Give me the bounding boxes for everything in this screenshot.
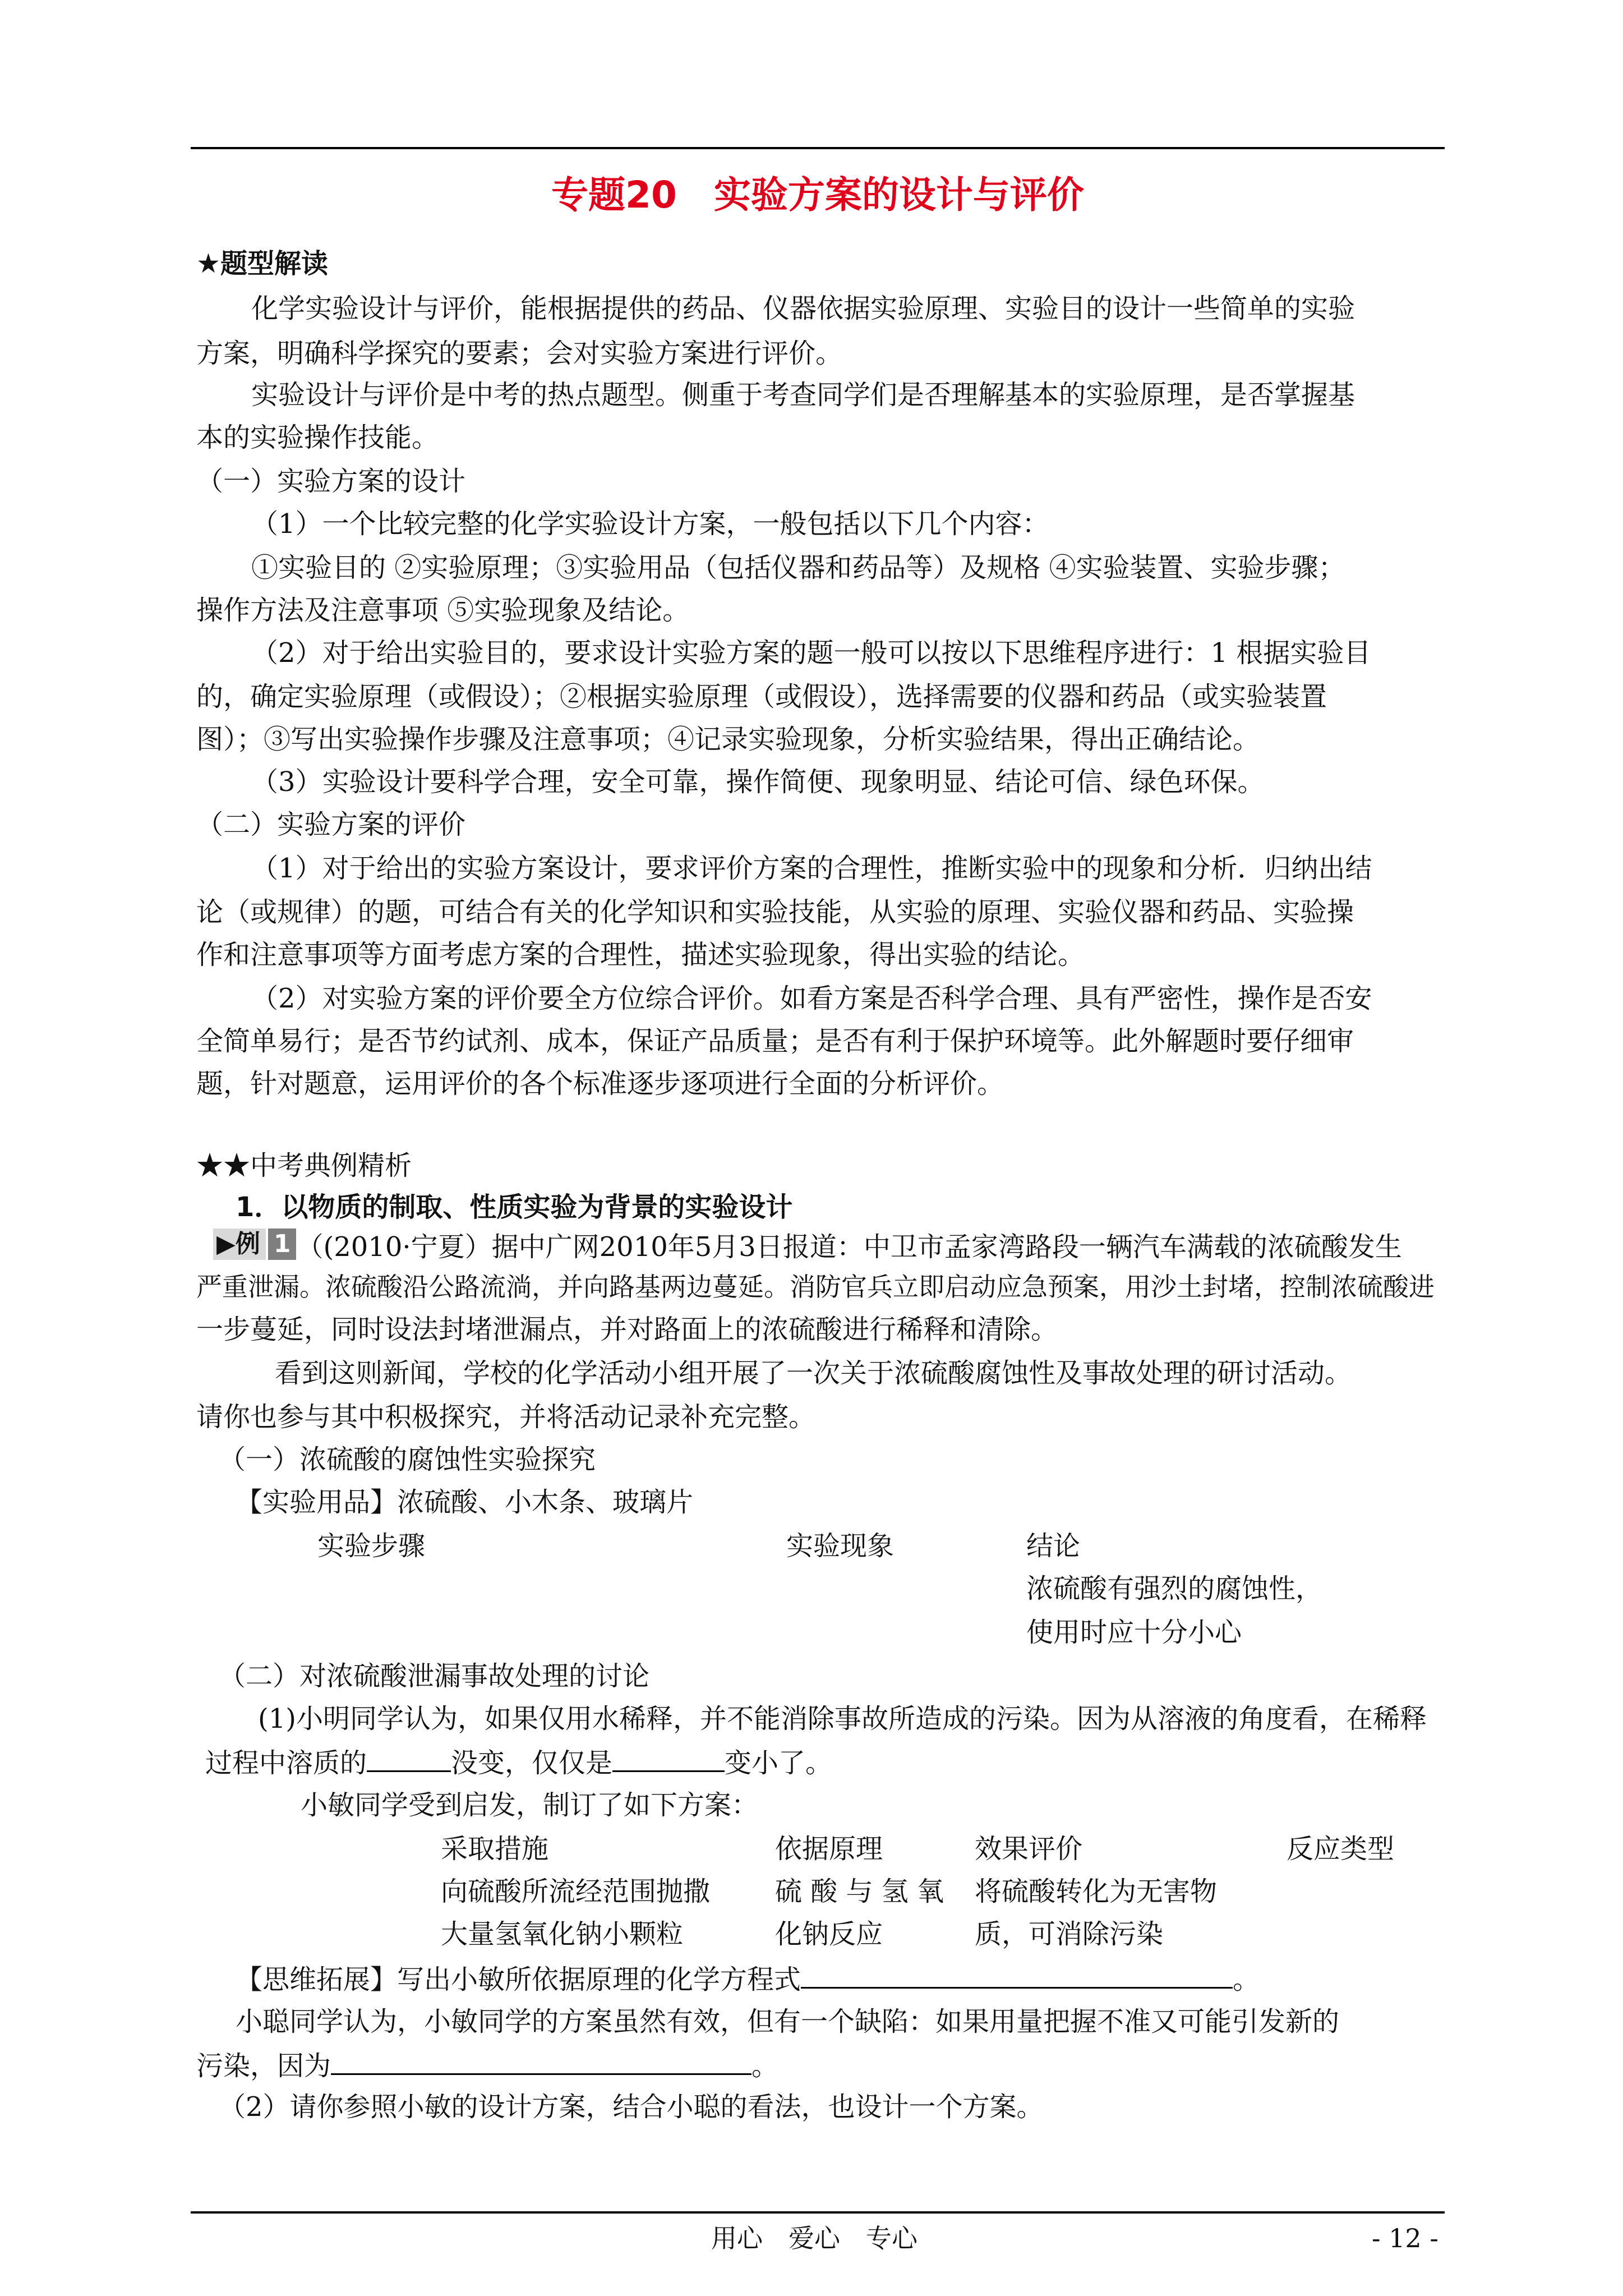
paragraph-line: 一步蔓延，同时设法封堵泄漏点，并对路面上的浓硫酸进行稀释和清除。	[196, 1314, 1058, 1345]
example-tag	[213, 1228, 296, 1260]
page-title: 专题20 实验方案的设计与评价	[551, 173, 1084, 217]
question-heading: （一）浓硫酸的腐蚀性实验探究	[219, 1444, 596, 1475]
paragraph-line: 题，针对题意，运用评价的各个标准逐步逐项进行全面的分析评价。	[196, 1068, 1004, 1099]
footer-motto: 用心 爱心 专心	[711, 2223, 917, 2253]
paragraph-line: （2）请你参照小敏的设计方案，结合小聪的看法，也设计一个方案。	[219, 2091, 1044, 2123]
answer-blank[interactable]	[331, 2042, 751, 2075]
text-fragment: 过程中溶质的	[205, 1747, 367, 1779]
section-heading-intro: ★题型解读	[196, 248, 329, 279]
paragraph-line: 方案，明确科学探究的要素；会对实验方案进行评价。	[196, 338, 843, 369]
table-cell: 使用时应十分小心	[1026, 1617, 1242, 1648]
table-cell: 化钠反应	[775, 1918, 883, 1950]
paragraph-line: （1）一个比较完整的化学实验设计方案，一般包括以下几个内容：	[251, 508, 1049, 540]
paragraph-line: （3）实验设计要科学合理，安全可靠，操作简便、现象明显、结论可信、绿色环保。	[251, 766, 1265, 798]
table-cell: 质，可消除污染	[975, 1918, 1164, 1950]
table-cell: 浓硫酸有强烈的腐蚀性，	[1026, 1573, 1323, 1604]
supplies-line: 【实验用品】浓硫酸、小木条、玻璃片	[236, 1487, 694, 1518]
table-cell: 大量氢氧化钠小颗粒	[441, 1918, 684, 1950]
answer-blank[interactable]	[801, 1955, 1233, 1989]
paragraph-line: 全简单易行；是否节约试剂、成本，保证产品质量；是否有利于保护环境等。此外解题时要仔细审	[196, 1025, 1354, 1057]
text-fragment: 。	[1233, 1964, 1260, 1995]
question-heading: （二）对浓硫酸泄漏事故处理的讨论	[219, 1660, 650, 1692]
paragraph-line: 的，确定实验原理（或假设）；②根据实验原理（或假设），选择需要的仪器和药品（或实验装置	[196, 681, 1327, 712]
table-header-reaction-type: 反应类型	[1287, 1833, 1395, 1865]
answer-blank[interactable]	[612, 1739, 725, 1772]
paragraph-line: 小聪同学认为，小敏同学的方案虽然有效，但有一个缺陷：如果用量把握不准又可能引发新的	[236, 2006, 1340, 2037]
text-fragment: 变小了。	[725, 1747, 833, 1779]
paragraph-line: （1）对于给出的实验方案设计，要求评价方案的合理性，推断实验中的现象和分析．归纳出结	[251, 853, 1372, 884]
footer-rule	[191, 2211, 1445, 2214]
example-tag-label: ▶例	[213, 1228, 266, 1260]
table-header-principle: 依据原理	[775, 1833, 883, 1865]
section-heading-examples: ★★中考典例精析	[196, 1150, 412, 1181]
fill-blank-line	[236, 1955, 1260, 2002]
table-cell: 将硫酸转化为无害物	[975, 1876, 1218, 1907]
table-header-conclusion: 结论	[1026, 1530, 1081, 1562]
paragraph-line: （2）对于给出实验目的，要求设计实验方案的题一般可以按以下思维程序进行：1 根据实验目	[251, 637, 1371, 669]
paragraph-line: 本的实验操作技能。	[196, 422, 439, 453]
paragraph-line: 严重泄漏。浓硫酸沿公路流淌，并向路基两边蔓延。消防官兵立即启动应急预案，用沙土封堵，控制浓硫酸进	[196, 1272, 1435, 1302]
paragraph-line: 小敏同学受到启发，制订了如下方案：	[301, 1789, 759, 1821]
paragraph-line: 实验设计与评价是中考的热点题型。侧重于考查同学们是否理解基本的实验原理，是否掌握基	[251, 379, 1355, 411]
subsection-heading: 1．以物质的制取、性质实验为背景的实验设计	[236, 1191, 793, 1223]
fill-blank-line	[196, 2042, 778, 2088]
subsection-heading: （一）实验方案的设计	[196, 466, 466, 497]
page-number: - 12 -	[1372, 2223, 1438, 2253]
paragraph-line: 看到这则新闻，学校的化学活动小组开展了一次关于浓硫酸腐蚀性及事故处理的研讨活动。	[275, 1358, 1352, 1389]
fill-blank-line	[205, 1739, 832, 1786]
table-header-phenomena: 实验现象	[786, 1530, 895, 1562]
paragraph-line: 请你也参与其中积极探究，并将活动记录补充完整。	[196, 1401, 816, 1433]
paragraph-line: （2）对实验方案的评价要全方位综合评价。如看方案是否科学合理、具有严密性，操作是否安	[251, 983, 1372, 1014]
paragraph-line: （(2010·宁夏）据中广网2010年5月3日报道：中卫市孟家湾路段一辆汽车满载的浓硫酸发生	[296, 1231, 1402, 1263]
text-fragment: 。	[751, 2050, 779, 2082]
paragraph-line: (1)小明同学认为，如果仅用水稀释，并不能消除事故所造成的污染。因为从溶液的角度看，在稀释	[258, 1703, 1427, 1734]
table-header-steps: 实验步骤	[317, 1530, 426, 1562]
paragraph-line: 操作方法及注意事项 ⑤实验现象及结论。	[196, 595, 690, 626]
paragraph-line: ①实验目的 ②实验原理；③实验用品（包括仪器和药品等）及规格 ④实验装置、实验步骤；	[251, 552, 1345, 583]
paragraph-line: 论（或规律）的题，可结合有关的化学知识和实验技能，从实验的原理、实验仪器和药品、实验操	[196, 896, 1354, 928]
answer-blank[interactable]	[367, 1739, 451, 1772]
subsection-heading: （二）实验方案的评价	[196, 809, 466, 840]
paragraph-line: 化学实验设计与评价，能根据提供的药品、仪器依据实验原理、实验目的设计一些简单的实验	[251, 293, 1355, 324]
table-header-evaluation: 效果评价	[975, 1833, 1083, 1865]
header-rule	[191, 147, 1445, 149]
table-cell: 硫 酸 与 氢 氧	[775, 1876, 944, 1907]
paragraph-line: 图）；③写出实验操作步骤及注意事项；④记录实验现象，分析实验结果，得出正确结论。	[196, 724, 1260, 755]
text-fragment: 没变，仅仅是	[451, 1747, 613, 1779]
table-header-measure: 采取措施	[441, 1833, 549, 1865]
table-cell: 向硫酸所流经范围抛撒	[441, 1876, 711, 1907]
example-tag-number: 1	[268, 1228, 297, 1260]
example-1-line	[213, 1226, 1402, 1262]
paragraph-line: 作和注意事项等方面考虑方案的合理性，描述实验现象，得出实验的结论。	[196, 939, 1085, 970]
text-fragment: 【思维拓展】写出小敏所依据原理的化学方程式	[236, 1964, 801, 1995]
text-fragment: 污染，因为	[196, 2050, 331, 2082]
